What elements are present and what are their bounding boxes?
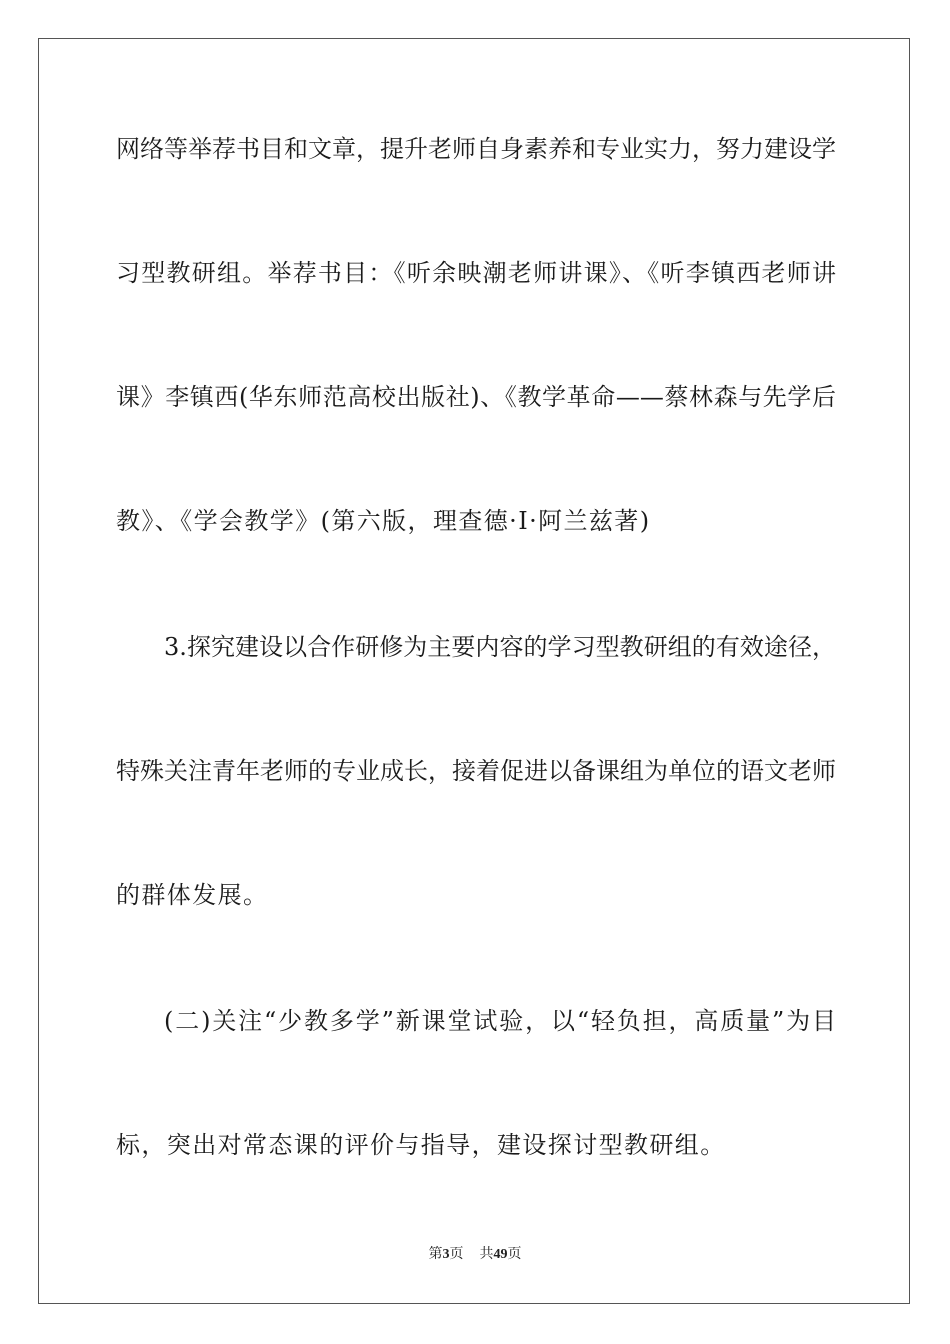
paragraph-line: 特殊关注青年老师的专业成长，接着促进以备课组为单位的语文老师 [116,757,836,785]
footer-page-suffix: 页 [449,1247,464,1262]
page-footer [0,1246,950,1264]
paragraph-line: 3.探究建设以合作研修为主要内容的学习型教研组的有效途径， [164,633,836,661]
paragraph-line: 网络等举荐书目和文章，提升老师自身素养和专业实力，努力建设学 [116,135,836,163]
paragraph-line: 课》李镇西(华东师范高校出版社)、《教学革命——蔡林森与先学后 [116,383,836,411]
paragraph-line: 习型教研组。举荐书目：《听余映潮老师讲课》、《听李镇西老师讲 [116,259,836,287]
footer-total-suffix: 页 [507,1247,522,1262]
paragraph-line: 标，突出对常态课的评价与指导，建设探讨型教研组。 [116,1131,726,1159]
footer-total-pages: 49 [493,1247,508,1262]
footer-total-prefix: 共 [479,1247,494,1262]
footer-page-prefix: 第 [428,1247,443,1262]
paragraph-line: (二)关注“少教多学”新课堂试验，以“轻负担，高质量”为目 [164,1007,836,1035]
page-border [38,38,910,1304]
paragraph-line: 的群体发展。 [116,881,269,909]
footer-page-current: 3 [442,1247,450,1262]
paragraph-line: 教》、《学会教学》(第六版，理查德·I·阿兰兹著) [116,507,651,535]
